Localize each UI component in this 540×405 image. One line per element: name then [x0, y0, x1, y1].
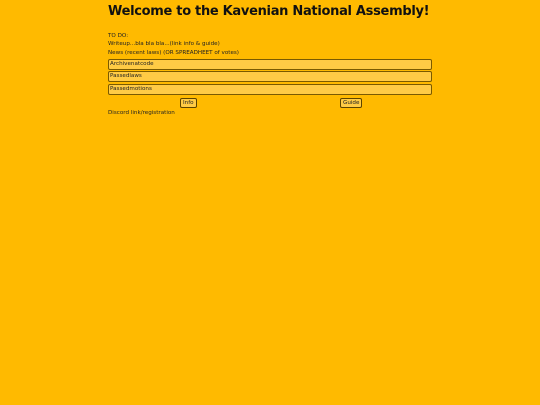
- discord-link[interactable]: Discord link/registration: [108, 109, 175, 116]
- info-button[interactable]: Info: [180, 98, 197, 108]
- section-passedmotions[interactable]: Passedmotions: [108, 84, 432, 95]
- todo-line-writeup: Writeup...bla bla bla...(link info & guide): [108, 41, 220, 48]
- section-archivenatcode[interactable]: Archivenatcode: [108, 59, 432, 70]
- section-list: [108, 59, 432, 95]
- todo-line-news: News (recent laws) (OR SPREADHEET of votes): [108, 49, 239, 56]
- todo-heading: TO DO:: [108, 33, 129, 39]
- section-passedlaws[interactable]: Passedlaws: [108, 71, 432, 82]
- main-content: [108, 0, 432, 117]
- button-row: [108, 98, 432, 109]
- todo-notes: [108, 32, 432, 57]
- guide-button[interactable]: Guide: [340, 98, 362, 108]
- page-title: Welcome to the Kavenian National Assembly!: [108, 4, 430, 19]
